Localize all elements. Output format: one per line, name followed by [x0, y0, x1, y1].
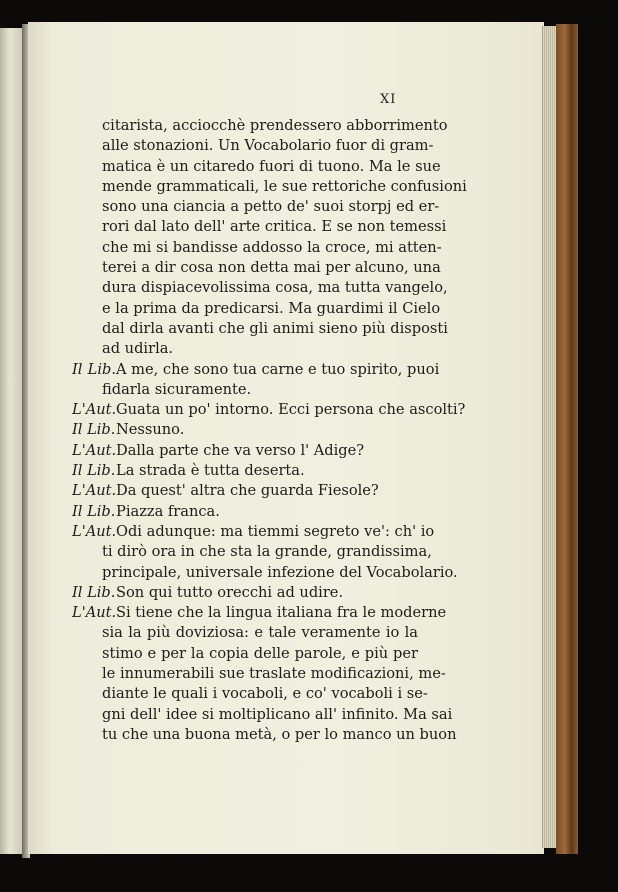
speaker-label: Il Lib. [72, 360, 116, 378]
dialogue-line [72, 481, 418, 501]
dialogue-line [72, 502, 418, 522]
speech-text: Son qui tutto orecchi ad udire. [116, 583, 344, 601]
dialogue-line [72, 420, 418, 440]
text-line: mende grammaticali, le sue rettoriche confusioni [102, 177, 467, 195]
text-line: alle stonazioni. Un Vocabolario fuor di gram- [102, 137, 434, 155]
speech-text: Dalla parte che va verso l' Adige? [116, 441, 365, 459]
page-block-edges [542, 26, 557, 848]
dialogue-line: gni dell' idee si moltiplicano all' infinito. Ma sai [102, 705, 453, 723]
dialogue-line: le innumerabili sue traslate modificazioni, me- [102, 665, 446, 683]
speaker-label: L'Aut. [72, 482, 117, 500]
speech-text: Si tiene che la lingua italiana fra le moderne [116, 604, 447, 622]
dialogue-line [72, 461, 418, 481]
text-line: dal dirla avanti che gli animi sieno più disposti [102, 319, 448, 337]
speaker-label: Il Lib. [72, 502, 116, 520]
speech-text: Nessuno. [116, 421, 185, 439]
text-line: che mi si bandisse addosso la croce, mi atten- [102, 238, 442, 256]
text-line: citarista, acciocchè prendessero abborrimento [102, 117, 448, 134]
speaker-label: L'Aut. [72, 401, 117, 419]
speech-text: Da quest' altra che guarda Fiesole? [116, 482, 379, 500]
speech-text: Guata un po' intorno. Ecci persona che ascolti? [116, 401, 466, 419]
speech-text: Piazza franca. [116, 502, 220, 520]
text-line: e la prima da predicarsi. Ma guardimi il Cielo [102, 299, 441, 317]
page-text [72, 116, 467, 745]
dialogue-line [72, 360, 440, 380]
dialogue-line: fidarla sicuramente. [102, 380, 252, 398]
speaker-label: Il Lib. [72, 583, 116, 601]
text-line: ad udirla. [102, 340, 174, 358]
speech-text: A me, che sono tua carne e tuo spirito, puoi [116, 360, 440, 378]
dialogue-line [72, 522, 435, 542]
dialogue-line: sia la più doviziosa: e tale veramente io la [102, 624, 418, 642]
text-line: terei a dir cosa non detta mai per alcuno, una [102, 259, 441, 277]
speaker-label: L'Aut. [72, 441, 117, 459]
dialogue-line [72, 441, 418, 461]
speaker-label: L'Aut. [72, 604, 117, 622]
speech-text: Odi adunque: ma tiemmi segreto ve': ch' io [116, 522, 435, 540]
speech-text: La strada è tutta deserta. [116, 462, 305, 480]
dialogue-line [72, 603, 447, 623]
text-line: rori dal lato dell' arte critica. E se non temessi [102, 218, 447, 236]
text-line: dura dispiacevolissima cosa, ma tutta vangelo, [102, 279, 448, 297]
dialogue-line: diante le quali i vocaboli, e co' vocaboli i se- [102, 685, 428, 703]
facing-page-edge [0, 28, 23, 854]
dialogue-line [72, 583, 418, 603]
dialogue-line: ti dirò ora in che sta la grande, grandissima, [102, 543, 432, 561]
speaker-label: L'Aut. [72, 522, 117, 540]
text-line: matica è un citaredo fuori di tuono. Ma le sue [102, 157, 441, 175]
page-number: XI [380, 92, 397, 107]
speaker-label: Il Lib. [72, 462, 116, 480]
dialogue-line [72, 400, 466, 420]
dialogue-line: stimo e per la copia delle parole, e più per [102, 644, 418, 662]
dialogue-line: tu che una buona metà, o per lo manco un buon [102, 725, 457, 743]
dialogue-line: principale, universale infezione del Vocabolario. [102, 563, 458, 581]
book-cover-board [556, 24, 578, 854]
speaker-label: Il Lib. [72, 421, 116, 439]
text-line: sono una ciancia a petto de' suoi storpj ed er- [102, 198, 440, 216]
